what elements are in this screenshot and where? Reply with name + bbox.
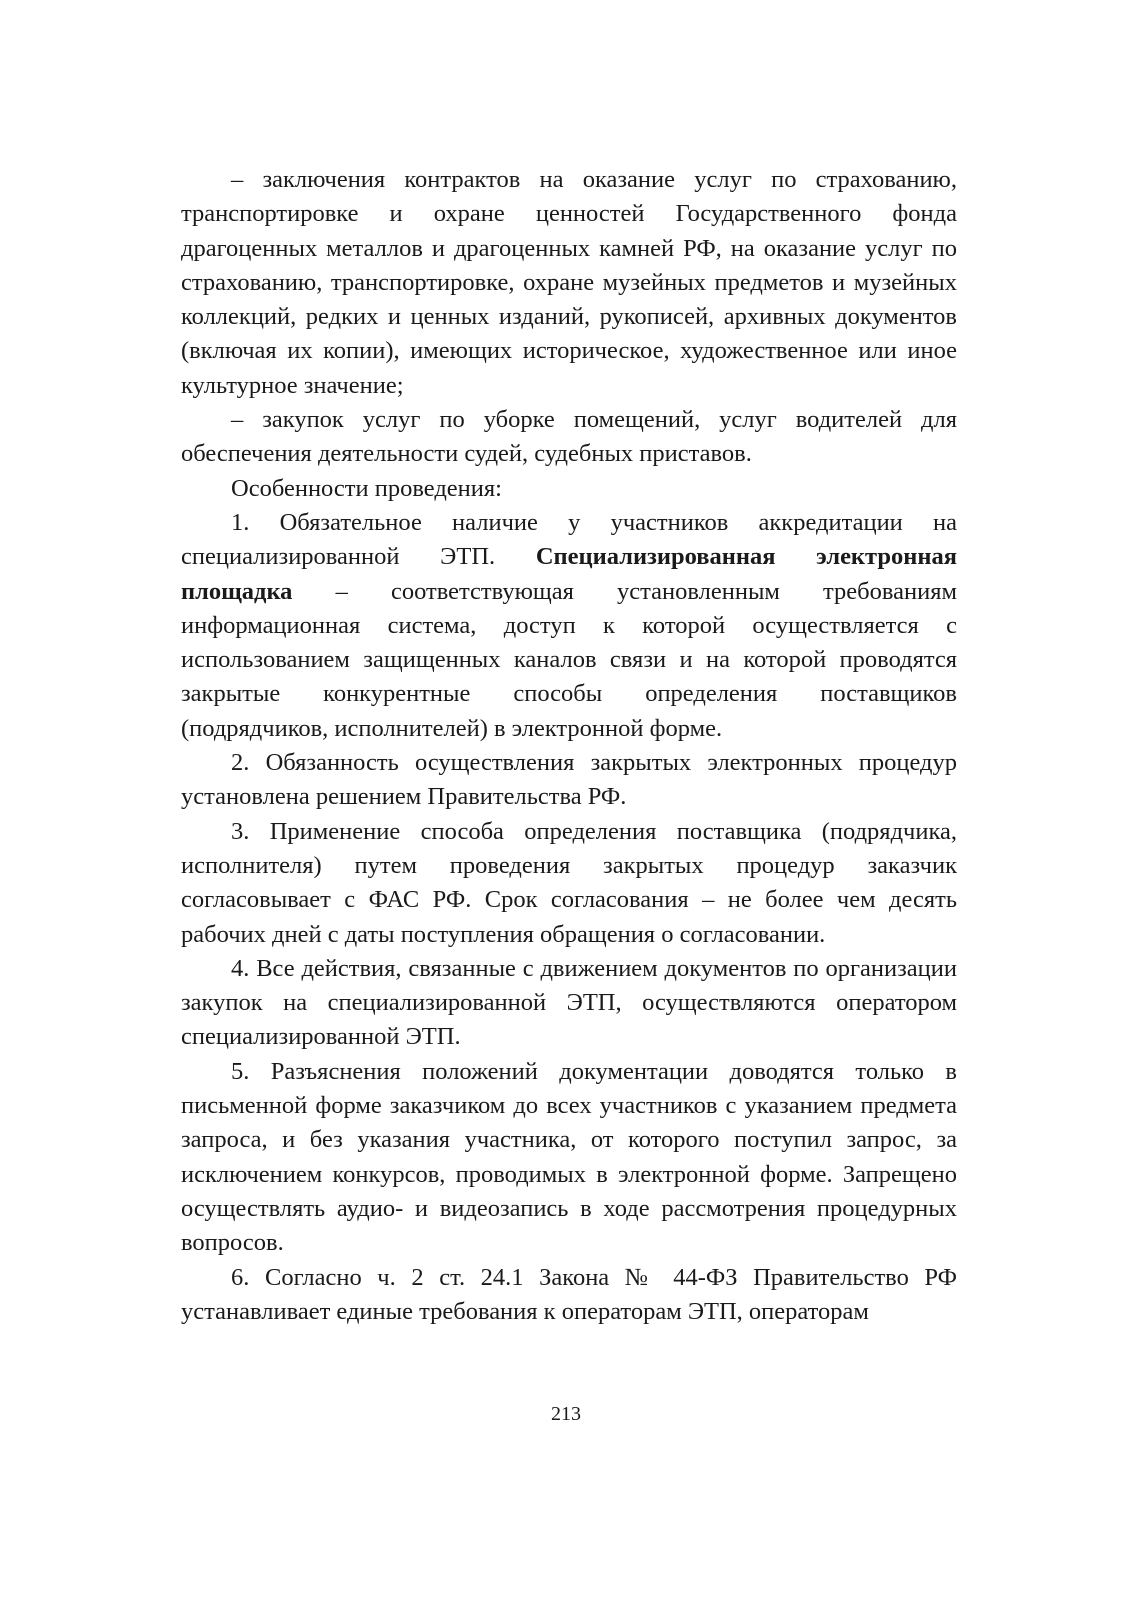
- paragraph-feature-5: 5. Разъяснения положений документации доводятся только в письменной форме заказчиком до всех участников с указанием предмета запроса, и без указания участника, от которого поступил запрос, за исключением конкурсов, проводимых в электронной форме. Запрещено осуществлять аудио- и видеозапись в ходе рассмотрения процедурных вопросов.: [181, 1057, 957, 1257]
- paragraph-feature-6: 6. Согласно ч. 2 ст. 24.1 Закона № 44-ФЗ Правительство РФ устанавливает единые требования к операторам ЭТП, операторам: [181, 1263, 957, 1325]
- paragraph-feature-2: 2. Обязанность осуществления закрытых электронных процедур установлена решением Правительства РФ.: [181, 749, 957, 811]
- paragraph-feature-3: 3. Применение способа определения поставщика (подрядчика, исполнителя) путем проведения закрытых процедур заказчик согласовывает с ФАС РФ. Срок согласования – не более чем десять рабочих дней с даты поступления обращения о согласовании.: [181, 817, 957, 948]
- paragraph-feature-1-definition: – соответствующая установленным требованиям информационная система, доступ к которой осуществляется с использованием защищенных каналов связи и на которой проводятся закрытые конкурентные способы определения поставщиков (подрядчиков, исполнителей) в электронной форме.: [181, 577, 957, 742]
- paragraph-feature-1-lead: 1. Обязательное наличие у участников аккредитации на специализированной ЭТП.: [181, 508, 957, 571]
- paragraph-features-heading: Особенности проведения:: [231, 474, 502, 502]
- paragraph-feature-1: [181, 506, 957, 746]
- document-body: [181, 163, 957, 1329]
- page-number: 213: [551, 1403, 581, 1425]
- paragraph-feature-4: 4. Все действия, связанные с движением документов по организации закупок на специализированной ЭТП, осуществляются оператором специализированной ЭТП.: [181, 954, 957, 1051]
- paragraph-list-item-1: – заключения контрактов на оказание услуг по страхованию, транспортировке и охране ценностей Государственного фонда драгоценных металлов и драгоценных камней РФ, на оказание услуг по страхованию, транспортировке, охране музейных предметов и музейных коллекций, редких и ценных изданий, рукописей, архивных документов (включая их копии), имеющих историческое, художественное или иное культурное значение;: [181, 166, 957, 399]
- term-specialized-platform: Специализированная электронная площадка: [181, 543, 957, 605]
- paragraph-list-item-2: – закупок услуг по уборке помещений, услуг водителей для обеспечения деятельности судей, судебных приставов.: [181, 406, 957, 468]
